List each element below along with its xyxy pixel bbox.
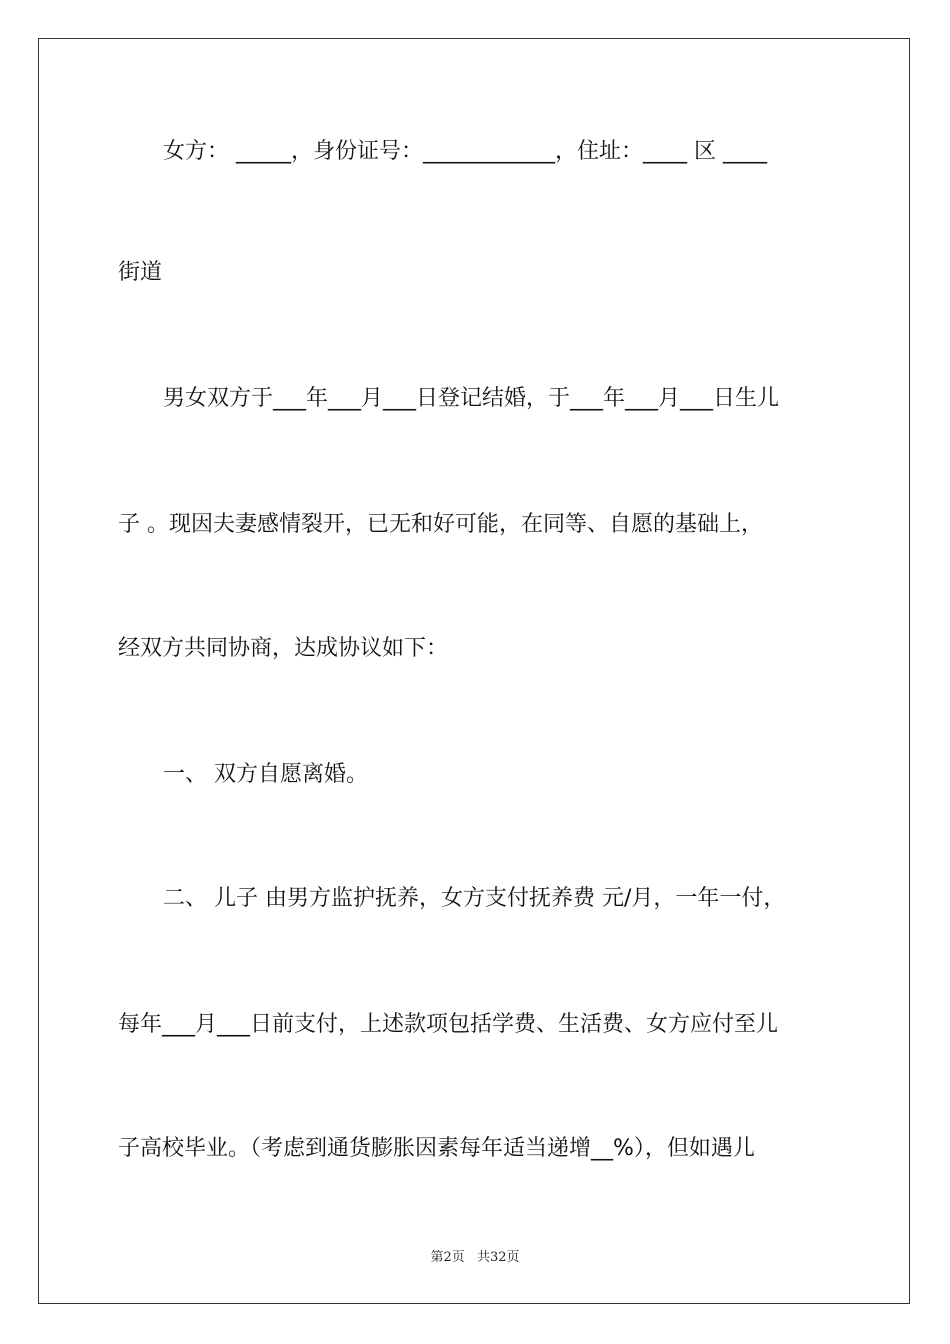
paragraph-line-reason: 子 。现因夫妻感情裂开，已无和好可能，在同等、自愿的基础上， [118, 512, 763, 537]
clause-two-line-1: 二、 儿子 由男方监护抚养，女方支付抚养费 元/月，一年一付， [163, 886, 786, 911]
paragraph-line-street: 街道 [118, 260, 163, 285]
page-total: 共32页 [476, 1250, 520, 1265]
page-footer [0, 1246, 950, 1265]
page-number: 第2页 [430, 1250, 465, 1265]
paragraph-line-agreement: 经双方共同协商，达成协议如下： [118, 636, 449, 661]
clause-one: 一、 双方自愿离婚。 [163, 762, 368, 787]
clause-two-line-3: 子高校毕业。（考虑到通货膨胀因素每年适当递增__%），但如遇儿 [118, 1136, 755, 1161]
page-border [38, 38, 910, 1304]
paragraph-line-marriage-date: 男女双方于___年___月___日登记结婚，于___年___月___日生儿 [163, 386, 780, 411]
clause-two-line-2: 每年___月___日前支付，上述款项包括学费、生活费、女方应付至儿 [118, 1012, 779, 1037]
paragraph-line-female-party: 女方： _____，身份证号：____________，住址：____ 区 ____ [163, 139, 767, 164]
